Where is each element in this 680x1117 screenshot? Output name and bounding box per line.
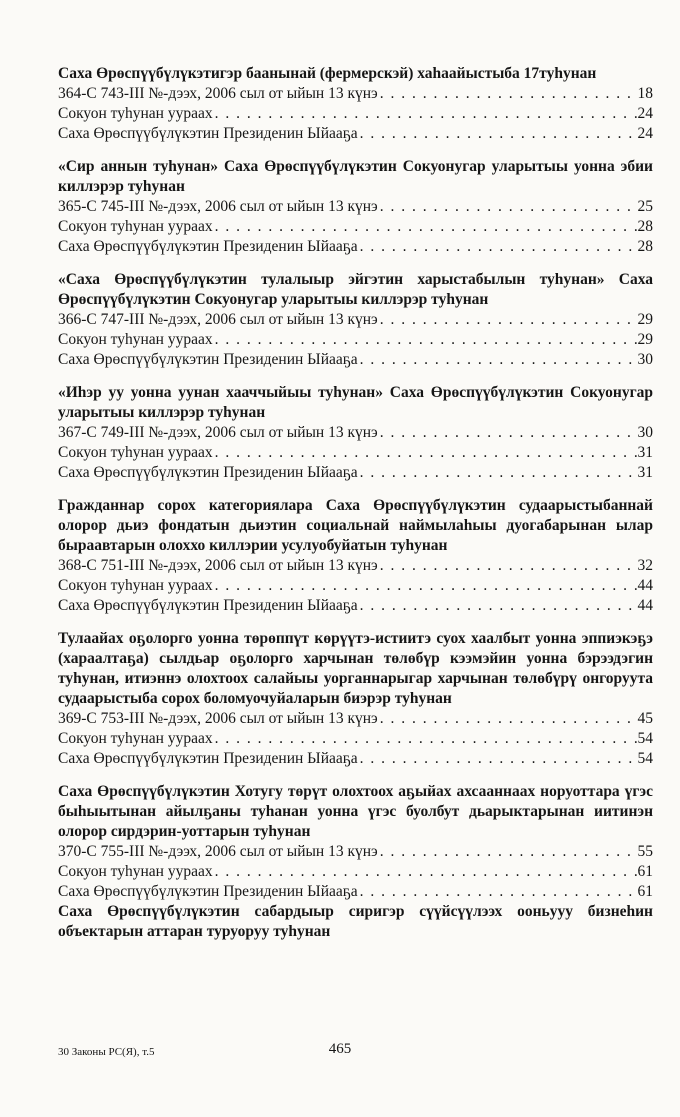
toc-row [58, 576, 653, 596]
toc-row-page: 54 [637, 750, 653, 767]
toc-row-page: 28 [637, 238, 653, 255]
toc-row-page: 45 [637, 710, 653, 727]
toc-entry [58, 496, 653, 616]
toc-row [58, 124, 653, 144]
toc-row [58, 237, 653, 257]
toc-entry [58, 270, 653, 370]
dot-leader [213, 330, 638, 350]
toc-entry [58, 383, 653, 483]
toc-row-page: 31 [637, 464, 653, 481]
toc-row-page: 32 [637, 557, 653, 574]
toc-row [58, 330, 653, 350]
dot-leader [358, 749, 638, 769]
toc-row-page: 28 [637, 218, 653, 235]
toc-row-label: Сокуон туhунан уураах [58, 218, 213, 235]
toc-row [58, 749, 653, 769]
table-of-contents [58, 64, 653, 955]
dot-leader [213, 443, 638, 463]
toc-row [58, 729, 653, 749]
toc-row [58, 310, 653, 330]
dot-leader [378, 556, 638, 576]
toc-row [58, 709, 653, 729]
toc-row-label: Саха Өрөспүүбүлүкэтин Президенин Ыйааҕа [58, 597, 358, 614]
toc-entry [58, 629, 653, 769]
toc-entry-title: «Саха Өрөспүүбүлүкэтин тулалыыр эйгэтин харыстабылын туhунан» Саха Өрөспүүбүлүкэтин Сокуонугар уларытыы киллэрэр туhунан [58, 271, 653, 308]
toc-row-page: 25 [637, 198, 653, 215]
toc-row-page: 54 [637, 730, 653, 747]
toc-row-page: 61 [637, 863, 653, 880]
dot-leader [378, 709, 638, 729]
dot-leader [358, 124, 638, 144]
toc-row [58, 350, 653, 370]
toc-row [58, 197, 653, 217]
dot-leader [213, 217, 638, 237]
toc-entry [58, 782, 653, 902]
toc-row [58, 423, 653, 443]
toc-row-label: 370-С 755-III №-дээх, 2006 сыл от ыйын 13 күнэ [58, 843, 378, 860]
toc-row-label: Саха Өрөспүүбүлүкэтин Президенин Ыйааҕа [58, 125, 358, 142]
toc-row [58, 443, 653, 463]
toc-entry-title: «Сир аннын туhунан» Саха Өрөспүүбүлүкэтин Сокуонугар уларытыы уонна эбии киллэрэр туhунан [58, 158, 653, 195]
toc-entry-title: «Иhэр уу уонна уунан хааччыйыы туhунан» Саха Өрөспүүбүлүкэтин Сокуонугар уларытыы киллэрэр туhунан [58, 384, 653, 421]
toc-row-page: 31 [637, 444, 653, 461]
toc-row-label: 367-С 749-III №-дээх, 2006 сыл от ыйын 13 күнэ [58, 424, 378, 441]
toc-row-label: Саха Өрөспүүбүлүкэтин Президенин Ыйааҕа [58, 883, 358, 900]
dot-leader [378, 842, 638, 862]
toc-entry-title: Тулаайах оҕолорго уонна төрөппүт көрүүтэ-истиитэ суох хаалбыт уонна эппиэкэҕэ (хараалтаҕа) сылдьар оҕолорго харчынан төлөбүр кээмэйин уонна бэрээдэгин туhунан, итиэннэ олохтоох салайыы уорганнарыгар харчынан төлөбүрү онгоруута судаарыстыба сорох боломуочуйаларын биэрэр туhунан [58, 630, 653, 707]
dot-leader [378, 310, 638, 330]
dot-leader [213, 104, 638, 124]
toc-row-label: 365-С 745-III №-дээх, 2006 сыл от ыйын 13 күнэ [58, 198, 378, 215]
toc-row-page: 30 [637, 351, 653, 368]
dot-leader [213, 862, 638, 882]
toc-row [58, 217, 653, 237]
toc-row-label: 368-С 751-III №-дээх, 2006 сыл от ыйын 13 күнэ [58, 557, 378, 574]
toc-entry [58, 64, 653, 144]
toc-row-label: Сокуон туhунан уураах [58, 863, 213, 880]
dot-leader [378, 423, 638, 443]
toc-row-page: 24 [637, 105, 653, 122]
toc-row-page: 30 [637, 424, 653, 441]
toc-row [58, 862, 653, 882]
toc-entry-title: Саха Өрөспүүбүлүкэтигэр баанынай (фермерскэй) хаhаайыстыба 17туhунан [58, 65, 597, 82]
toc-row-page: 61 [637, 883, 653, 900]
toc-row-page: 24 [637, 125, 653, 142]
toc-entry-title: Саха Өрөспүүбүлүкэтин Хотугу төрүт олохтоох аҕыйах ахсааннаах норуоттара үгэс быhыытынан айылҕаны туhанан уонна үгэс буолбут дьарыктарынан иитинэн олорор сирдэрин-уоттарын туhунан [58, 783, 653, 840]
toc-row-label: 366-С 747-III №-дээх, 2006 сыл от ыйын 13 күнэ [58, 311, 378, 328]
dot-leader [378, 84, 638, 104]
toc-row [58, 556, 653, 576]
footer-signature: 30 Законы РС(Я), т.5 [58, 1046, 155, 1058]
toc-row-page: 29 [637, 331, 653, 348]
toc-row-page: 18 [637, 85, 653, 102]
dot-leader [213, 729, 638, 749]
toc-row-label: Сокуон туhунан уураах [58, 577, 213, 594]
dot-leader [378, 197, 638, 217]
toc-row-label: Сокуон туhунан уураах [58, 105, 213, 122]
toc-row-label: Сокуон туhунан уураах [58, 730, 213, 747]
toc-row-label: Саха Өрөспүүбүлүкэтин Президенин Ыйааҕа [58, 238, 358, 255]
toc-row-label: Саха Өрөспүүбүлүкэтин Президенин Ыйааҕа [58, 351, 358, 368]
dot-leader [358, 237, 638, 257]
toc-entry [58, 902, 653, 942]
dot-leader [358, 463, 638, 483]
toc-row [58, 463, 653, 483]
toc-row-label: 364-С 743-III №-дээх, 2006 сыл от ыйын 13 күнэ [58, 85, 378, 102]
toc-row-page: 44 [637, 577, 653, 594]
toc-row-label: Саха Өрөспүүбүлүкэтин Президенин Ыйааҕа [58, 464, 358, 481]
dot-leader [358, 350, 638, 370]
toc-row [58, 596, 653, 616]
toc-row-page: 44 [637, 597, 653, 614]
dot-leader [213, 576, 638, 596]
toc-row [58, 842, 653, 862]
toc-row-label: Сокуон туhунан уураах [58, 444, 213, 461]
toc-row [58, 104, 653, 124]
toc-entry-title: Саха Өрөспүүбүлүкэтин сабардыыр сиригэр сүүйсүүлээх ооньууу бизнеhин объектарын аттаран туруоруу туhунан [58, 903, 653, 940]
page-number: 465 [328, 1041, 352, 1057]
toc-row [58, 84, 653, 104]
dot-leader [358, 596, 638, 616]
dot-leader [358, 882, 638, 902]
toc-row-label: Сокуон туhунан уураах [58, 331, 213, 348]
toc-entry-title: Гражданнар сорох категориялара Саха Өрөспүүбүлүкэтин судаарыстыбаннай олорор дьиэ фондатын дьиэтин социальнай наймылаhыы дуогабарынан ылар быраавтарын олоххо киллэрии усулуобуйатын туhунан [58, 497, 653, 554]
toc-row-label: 369-С 753-III №-дээх, 2006 сыл от ыйын 13 күнэ [58, 710, 378, 727]
toc-entry [58, 157, 653, 257]
toc-row-label: Саха Өрөспүүбүлүкэтин Президенин Ыйааҕа [58, 750, 358, 767]
toc-row [58, 882, 653, 902]
toc-row-page: 29 [637, 311, 653, 328]
toc-row-page: 55 [637, 843, 653, 860]
